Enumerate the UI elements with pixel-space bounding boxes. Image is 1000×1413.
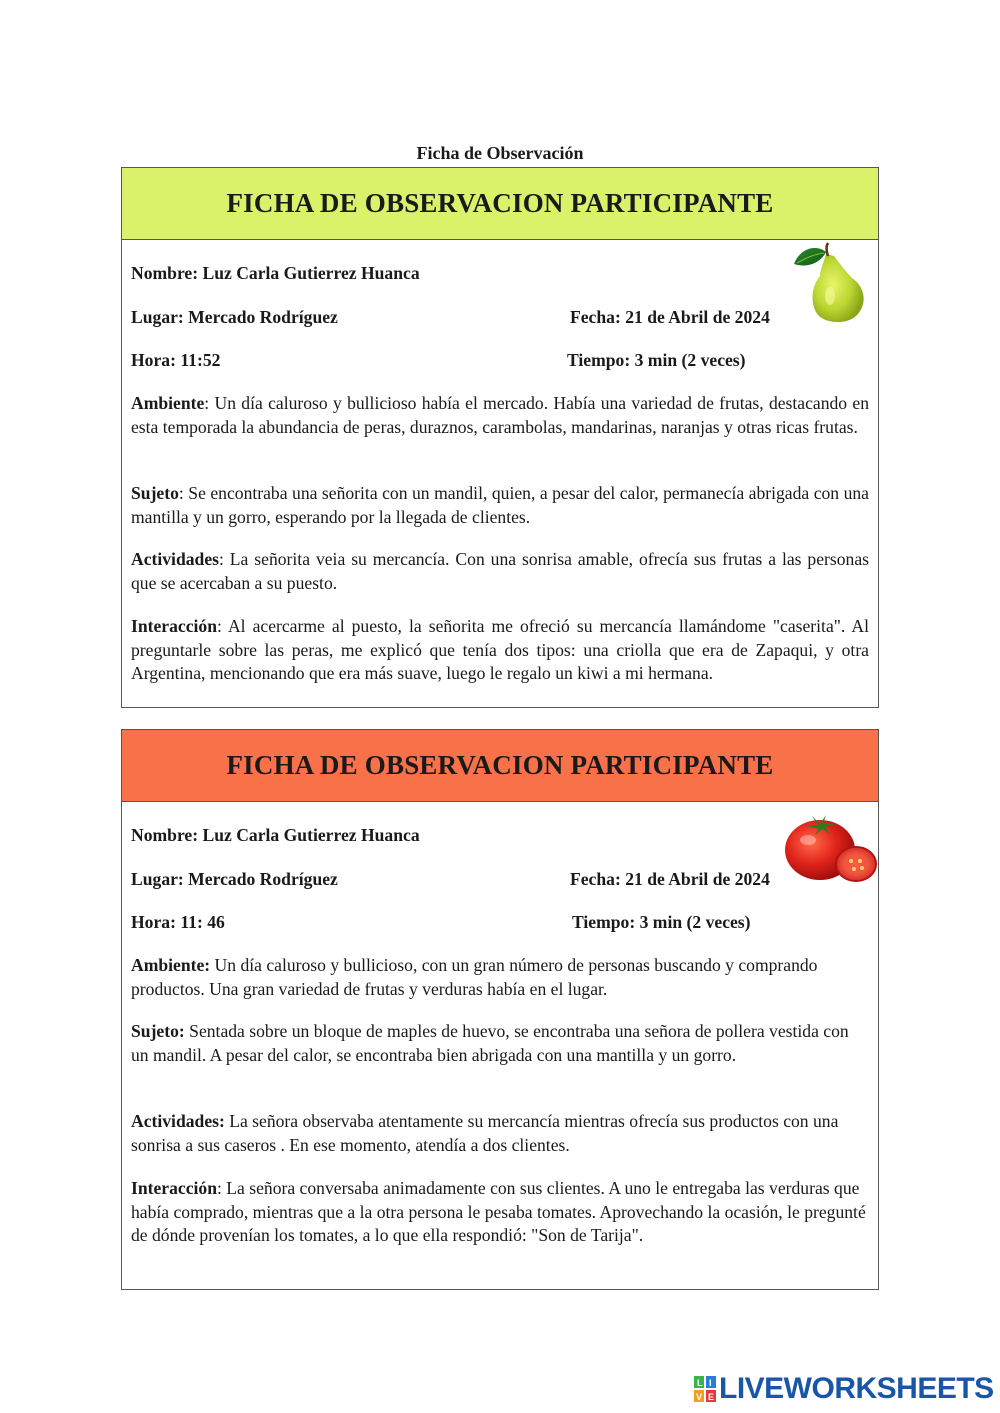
card-title: FICHA DE OBSERVACION PARTICIPANTE <box>226 188 774 218</box>
interaccion-label: Interacción <box>131 616 217 636</box>
ambiente-paragraph <box>131 392 869 439</box>
actividades-paragraph <box>131 548 869 595</box>
interaccion-text: : Al acercarme al puesto, la señorita me ofreció su mercancía llamándome "caserita". Al preguntarle sobre las peras, me explicó que tenía dos tipos: una criolla que era de Zapaqui, y otra Argentina, mencionando que era más suave, luego le regalo un kiwi a mi hermana. <box>131 616 869 683</box>
tiempo-field: Tiempo: 3 min (2 veces) <box>567 350 746 370</box>
svg-text:I: I <box>709 1378 712 1388</box>
card-title: FICHA DE OBSERVACION PARTICIPANTE <box>226 750 774 780</box>
sujeto-paragraph <box>131 1020 869 1067</box>
actividades-paragraph <box>131 1110 869 1157</box>
interaccion-text: : La señora conversaba animadamente con sus clientes. A uno le entregaba las verduras que había comprado, mientras que a la otra persona le pesaba tomates. Aprovechando la ocasión, le pregunté de dónde provenían los tomates, a lo que ella respondió: "Son de Tarija". <box>131 1178 866 1245</box>
ambiente-label: Ambiente <box>131 393 205 413</box>
pear-icon <box>790 242 872 328</box>
ambiente-text: : Un día caluroso y bullicioso había el mercado. Había una variedad de frutas, destacando en esta temporada la abundancia de peras, duraznos, carambolas, mandarinas, naranjas y otras ricas frutas. <box>131 393 869 437</box>
actividades-text: La señora observaba atentamente su mercancía mientras ofrecía sus productos con una sonrisa a sus caseros . En ese momento, atendía a dos clientes. <box>131 1111 839 1155</box>
fecha-field: Fecha: 21 de Abril de 2024 <box>570 307 770 327</box>
sujeto-text: : Se encontraba una señorita con un mandil, quien, a pesar del calor, permanecía abrigada con una mantilla y un gorro, esperando por la llegada de clientes. <box>131 483 869 527</box>
nombre-field: Nombre: Luz Carla Gutierrez Huanca <box>131 825 420 845</box>
sujeto-text: Sentada sobre un bloque de maples de huevo, se encontraba una señora de pollera vestida con un mandil. A pesar del calor, se encontraba bien abrigada con una mantilla y un gorro. <box>131 1021 849 1065</box>
tiempo-field: Tiempo: 3 min (2 veces) <box>572 912 751 932</box>
hora-field: Hora: 11:52 <box>131 350 221 370</box>
observation-card-1 <box>121 167 879 708</box>
ambiente-text: Un día caluroso y bullicioso, con un gran número de personas buscando y comprando productos. Una gran variedad de frutas y verduras había en el lugar. <box>131 955 818 999</box>
actividades-text: : La señorita veia su mercancía. Con una sonrisa amable, ofrecía sus frutas a las personas que se acercaban a su puesto. <box>131 549 869 593</box>
card-header <box>122 730 878 802</box>
interaccion-paragraph <box>131 1177 869 1248</box>
observation-card-2 <box>121 729 879 1290</box>
document-title: Ficha de Observación <box>416 143 584 163</box>
interaccion-label: Interacción <box>131 1178 217 1198</box>
actividades-label: Actividades <box>131 549 219 569</box>
sujeto-label: Sujeto <box>131 483 179 503</box>
interaccion-paragraph <box>131 615 869 686</box>
ambiente-label: Ambiente: <box>131 955 211 975</box>
liveworksheets-logo-icon <box>694 1376 716 1402</box>
card-body <box>122 802 878 1289</box>
card-header <box>122 168 878 240</box>
actividades-label: Actividades: <box>131 1111 225 1131</box>
svg-text:L: L <box>697 1378 703 1388</box>
sujeto-paragraph <box>131 482 869 529</box>
hora-field: Hora: 11: 46 <box>131 912 225 932</box>
liveworksheets-logo[interactable] <box>694 1372 994 1406</box>
lugar-field: Lugar: Mercado Rodríguez <box>131 869 338 889</box>
svg-text:V: V <box>696 1392 703 1402</box>
nombre-field: Nombre: Luz Carla Gutierrez Huanca <box>131 263 420 283</box>
card-body <box>122 240 878 707</box>
fecha-field: Fecha: 21 de Abril de 2024 <box>570 869 770 889</box>
ambiente-paragraph <box>131 954 869 1001</box>
tomato-icon <box>782 812 878 888</box>
sujeto-label: Sujeto: <box>131 1021 185 1041</box>
lugar-field: Lugar: Mercado Rodríguez <box>131 307 338 327</box>
svg-text:E: E <box>708 1392 715 1402</box>
logo-text: LIVEWORKSHEETS <box>719 1372 994 1405</box>
